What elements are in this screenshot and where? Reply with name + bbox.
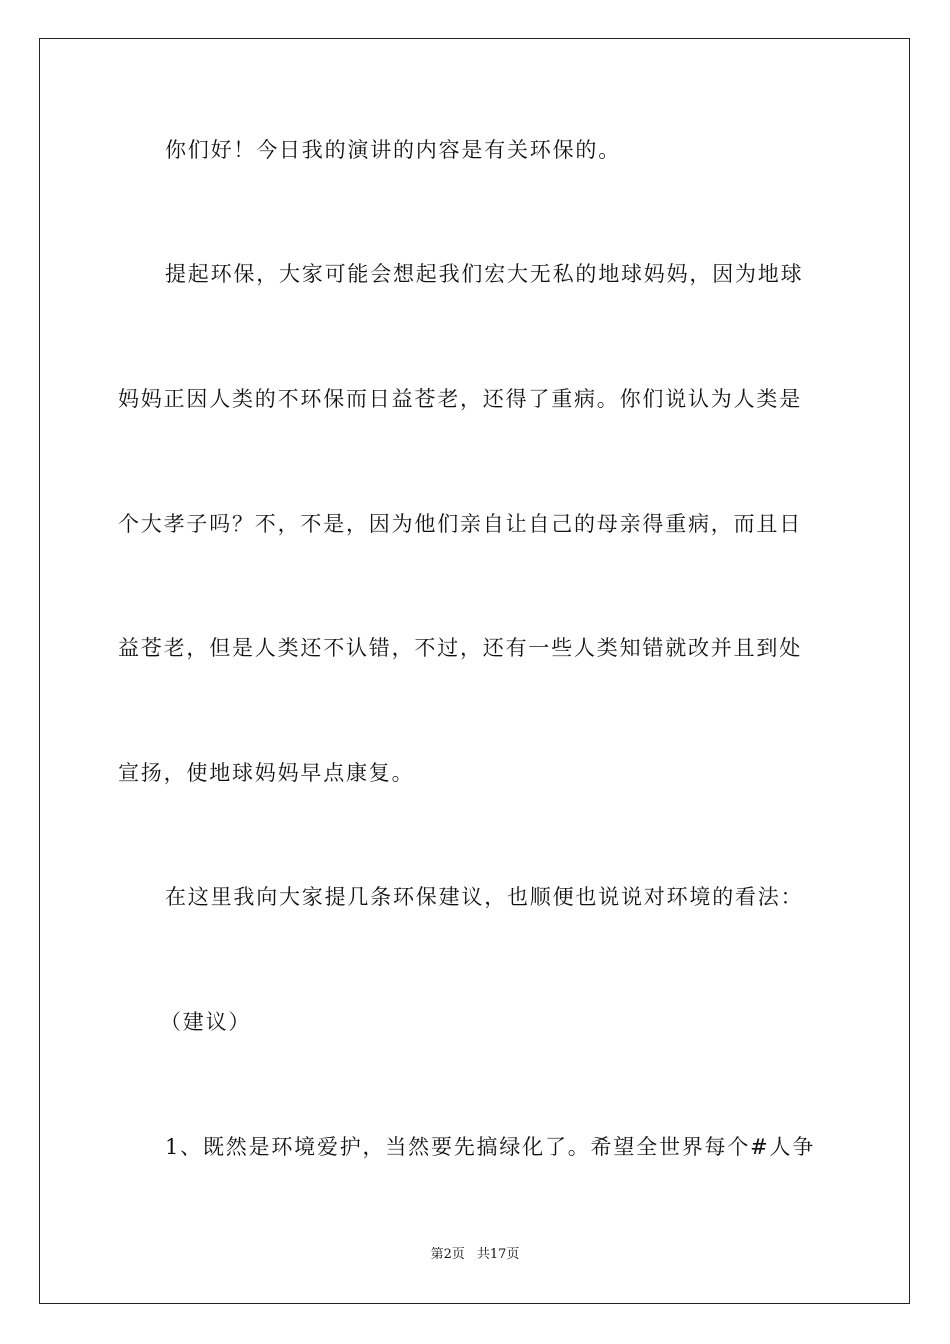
paragraph-line-7: 在这里我向大家提几条环保建议，也顺便也说说对环境的看法： [165, 885, 804, 909]
paragraph-line-3: 妈妈正因人类的不环保而日益苍老，还得了重病。你们说认为人类是 [118, 387, 802, 411]
paragraph-line-4: 个大孝子吗？不，不是，因为他们亲自让自己的母亲得重病，而且日 [118, 512, 802, 536]
page-number: 第2页 [430, 1247, 465, 1262]
paragraph-line-9: 1、既然是环境爱护，当然要先搞绿化了。希望全世界每个#人争 [165, 1135, 816, 1159]
paragraph-line-6: 宣扬，使地球妈妈早点康复。 [118, 761, 415, 785]
paragraph-line-2: 提起环保，大家可能会想起我们宏大无私的地球妈妈，因为地球 [165, 262, 804, 286]
paragraph-line-8: （建议） [160, 1010, 252, 1034]
paragraph-line-1: 你们好！今日我的演讲的内容是有关环保的。 [165, 138, 621, 162]
page-footer [0, 1246, 950, 1264]
paragraph-line-5: 益苍老，但是人类还不认错，不过，还有一些人类知错就改并且到处 [118, 636, 802, 660]
page-total: 共17页 [476, 1247, 520, 1262]
page-border [39, 38, 910, 1304]
